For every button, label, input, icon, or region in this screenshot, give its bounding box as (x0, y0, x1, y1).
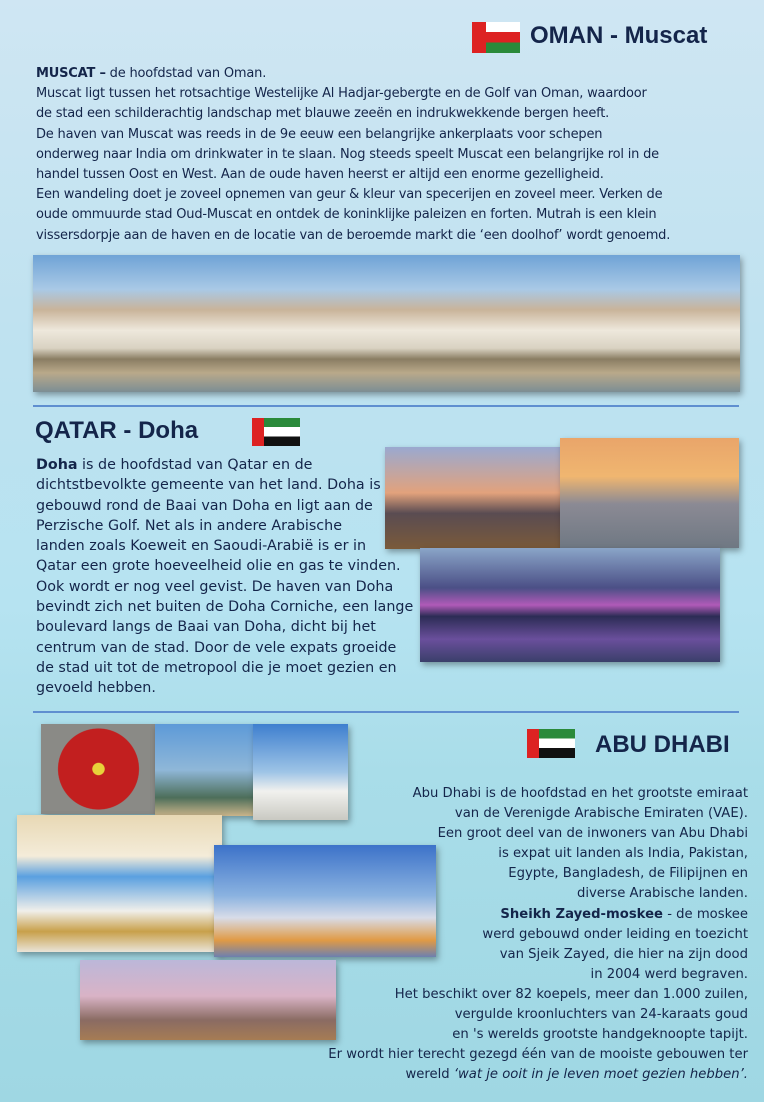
abudhabi-towers-photo (155, 724, 255, 816)
line: Ook wordt er nog veel gevist. De haven van Doha (36, 578, 394, 595)
line: vissersdorpje aan de haven en de locatie van de beroemde markt die ‘een doolhof’ wordt genoemd. (36, 227, 671, 243)
line: Qatar een grote hoeveelheid olie en gas te vinden. (36, 558, 401, 575)
line: is expat uit landen als India, Pakistan, (498, 846, 748, 862)
uae-flag (252, 418, 300, 446)
line: Abu Dhabi is de hoofdstad en het grootste emiraat (412, 786, 748, 801)
lead: de hoofdstad van Oman. (105, 66, 267, 81)
line: de stad uit tot de metropool die je moet gezien en (36, 659, 397, 676)
lead: is de hoofdstad van Qatar en de (77, 457, 313, 473)
line: de stad een schilderachtig landschap met blauwe zeeën en indrukwekkende bergen heeft. (36, 106, 610, 122)
line: van de Verenigde Arabische Emiraten (VAE). (454, 806, 748, 822)
line: Er wordt hier terecht gezegd één van de mooiste gebouwen ter (328, 1047, 748, 1063)
abudhabi-title: ABU DHABI (595, 731, 730, 758)
line: in 2004 werd begraven. (590, 966, 748, 982)
doha-skyline-night-photo (420, 548, 720, 662)
mosque-arches-photo (17, 815, 222, 952)
doha-bold: Doha (36, 457, 78, 473)
line: oude ommuurde stad Oud-Muscat en ontdek de koninklijke paleizen en forten. Mutrah is een klein (36, 207, 657, 223)
oman-text (36, 64, 670, 246)
line: werd gebouwd onder leiding en toezicht (482, 926, 748, 942)
line: handel tussen Oost en West. Aan de oude haven heerst er altijd een enorme gezelligheid. (36, 167, 604, 183)
oman-flag (472, 22, 520, 53)
line: dichtstbevolkte gemeente van het land. Doha is (36, 477, 381, 494)
qatar-title: QATAR - Doha (35, 417, 199, 444)
line: Egypte, Bangladesh, de Filipijnen en (508, 866, 748, 882)
muscat-bold: MUSCAT – (36, 66, 106, 81)
line: wereld (405, 1067, 454, 1083)
line: onderweg naar India om drinkwater in te slaan. Nog steeds speelt Muscat een belangrijke rol in de (36, 146, 659, 162)
divider (33, 711, 739, 713)
oman-title: OMAN - Muscat (530, 22, 708, 49)
line: van Sjeik Zayed, die hier na zijn dood (499, 946, 748, 962)
line: centrum van de stad. Door de vele expats groeide (36, 639, 397, 656)
line: Muscat ligt tussen het rotsachtige Westelijke Al Hadjar-gebergte en de Golf van Oman, waardoor (36, 86, 647, 102)
muscat-harbor-photo (33, 255, 740, 392)
line: Een wandeling doet je zoveel opnemen van geur & kleur van specerijen en zoveel meer. Verken de (36, 187, 663, 203)
line: - de moskee (663, 906, 748, 922)
mosque-bold: Sheikh Zayed-moskee (500, 906, 663, 922)
line: Een groot deel van de inwoners van Abu Dhabi (437, 826, 748, 842)
doha-katara-towers-photo (560, 438, 739, 548)
uae-flag (527, 729, 575, 758)
line: en 's werelds grootste handgeknoopte tapijt. (452, 1027, 748, 1043)
line: diverse Arabische landen. (576, 886, 748, 902)
line: Het beschikt over 82 koepels, meer dan 1.000 zuilen, (394, 986, 748, 1002)
line: Perzische Golf. Net als in andere Arabische (36, 517, 343, 534)
line: De haven van Muscat was reeds in de 9e eeuw een belangrijke ankerplaats voor schepen (36, 126, 603, 142)
quote: ‘wat je ooit in je leven moet gezien hebben’. (453, 1067, 748, 1083)
ferrari-world-photo (41, 724, 156, 814)
line: bevindt zich net buiten de Doha Corniche, een lange (36, 599, 414, 616)
line: landen zoals Koeweit en Saoudi-Arabië is er in (36, 538, 367, 555)
abudhabi-text (328, 784, 748, 1085)
etihad-towers-photo (80, 960, 336, 1040)
line: vergulde kroonluchters van 24-karaats goud (454, 1007, 748, 1023)
line: gebouwd rond de Baai van Doha en ligt aan de (36, 497, 373, 514)
doha-dhow-photo (385, 447, 575, 549)
line: gevoeld hebben. (36, 680, 156, 697)
line: boulevard langs de Baai van Doha, dicht bij het (36, 619, 376, 636)
divider (33, 405, 739, 407)
qatar-text (36, 455, 413, 699)
